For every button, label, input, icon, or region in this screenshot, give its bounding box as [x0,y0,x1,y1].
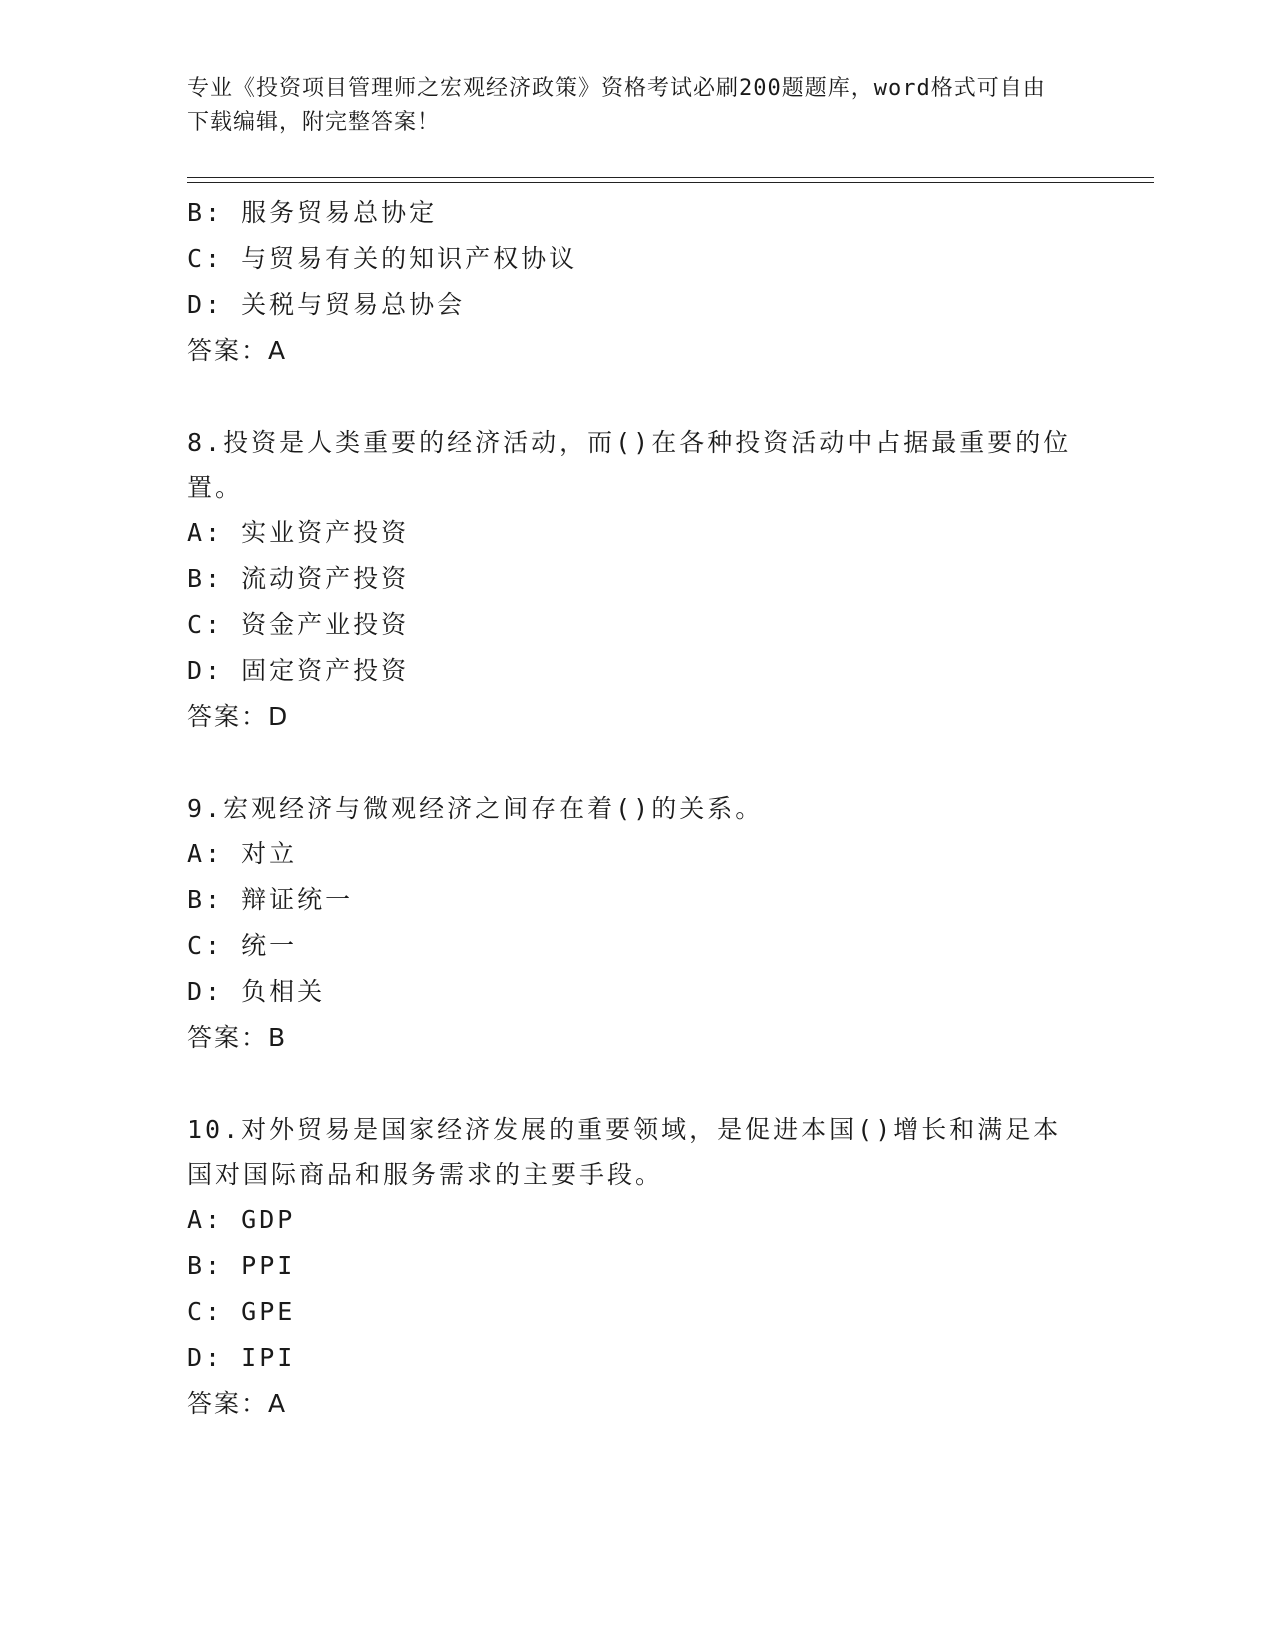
option-text: 关税与贸易总协会 [241,290,466,319]
option-b: B: 服务贸易总协定 [187,198,438,227]
header-rule-top [187,177,1154,178]
option-c: C: GPE [187,1297,296,1326]
option-text: 资金产业投资 [241,610,410,639]
option-text: 辩证统一 [241,885,354,914]
option-c: C: 与贸易有关的知识产权协议 [187,244,578,273]
option-text: 对立 [241,839,298,868]
document-header: 专业《投资项目管理师之宏观经济政策》资格考试必刷200题题库，word格式可自由下载编辑，附完整答案！ [187,76,1046,135]
question-block-7 [187,190,1087,374]
question-block-8 [187,420,1087,740]
option-text: 负相关 [241,977,326,1006]
question-text: 9.宏观经济与微观经济之间存在着()的关系。 [187,794,764,823]
question-text: 8.投资是人类重要的经济活动，而()在各种投资活动中占据最重要的位置。 [187,428,1072,502]
option-a: A: 实业资产投资 [187,518,410,547]
question-text: 10.对外贸易是国家经济发展的重要领域，是促进本国()增长和满足本国对国际商品和服务需求的主要手段。 [187,1115,1062,1189]
option-text: 与贸易有关的知识产权协议 [241,244,578,273]
answer-line: 答案：A [187,1389,288,1418]
option-d: D: 关税与贸易总协会 [187,290,466,319]
option-a: A: 对立 [187,839,298,868]
question-list [187,190,1087,1427]
option-c: C: 资金产业投资 [187,610,410,639]
option-text: IPI [241,1343,296,1372]
option-text: 统一 [241,931,298,960]
option-d: D: 固定资产投资 [187,656,410,685]
answer-line: 答案：A [187,336,288,365]
option-text: GDP [241,1205,296,1234]
answer-line: 答案：D [187,702,290,731]
option-a: A: GDP [187,1205,296,1234]
option-b: B: PPI [187,1251,296,1280]
option-text: 流动资产投资 [241,564,410,593]
answer-line: 答案：B [187,1023,288,1052]
option-b: B: 辩证统一 [187,885,354,914]
header-rule-bottom [187,182,1154,183]
option-text: PPI [241,1251,296,1280]
question-block-10 [187,1107,1087,1427]
question-block-9 [187,786,1087,1061]
option-b: B: 流动资产投资 [187,564,410,593]
option-text: 固定资产投资 [241,656,410,685]
option-text: 实业资产投资 [241,518,410,547]
option-text: GPE [241,1297,296,1326]
option-d: D: IPI [187,1343,296,1372]
option-text: 服务贸易总协定 [241,198,438,227]
option-d: D: 负相关 [187,977,326,1006]
option-c: C: 统一 [187,931,298,960]
